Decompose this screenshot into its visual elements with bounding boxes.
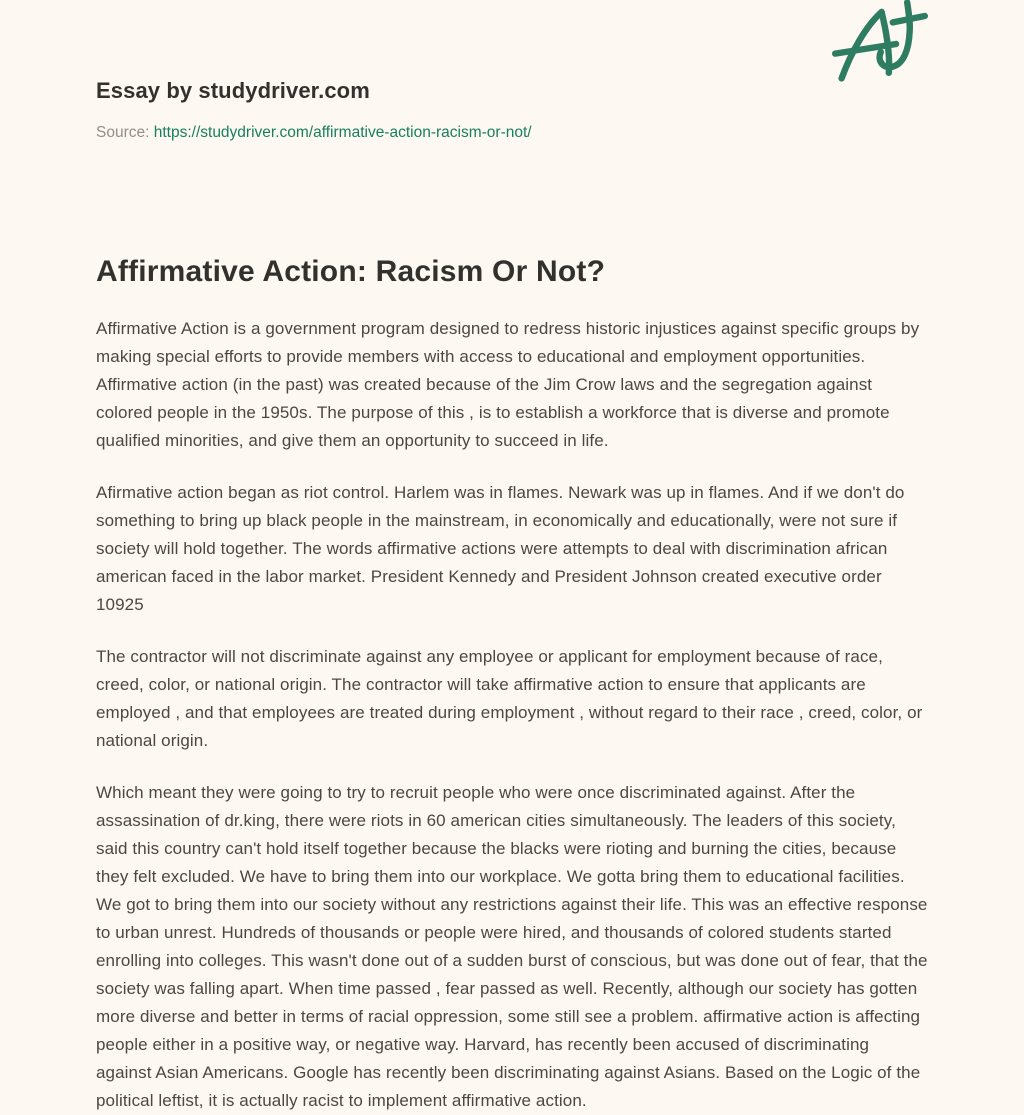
source-line [96, 124, 928, 142]
essay-paragraph: Afirmative action began as riot control. Harlem was in flames. Newark was up in flames. And if we don't do something to bring up black people in the mainstream, in economically and educationally, were not sure if society will hold together. The words affirmative actions were attempts to deal with discrimination african american faced in the labor market. President Kennedy and President Johnson created executive order 10925 [96, 483, 905, 614]
source-label: Source: [96, 124, 150, 141]
essay-page [96, 0, 928, 1115]
essay-paragraph: Affirmative Action is a government program designed to redress historic injustices against specific groups by making special efforts to provide members with access to educational and employment opportunities. Affirmative action (in the past) was created because of the Jim Crow laws and the segregation against colored people in the 1950s. The purpose of this , is to establish a workforce that is diverse and promote qualified minorities, and give them an opportunity to succeed in life. [96, 319, 920, 450]
essay-paragraph: Which meant they were going to try to recruit people who were once discriminated against. After the assassination of dr.king, there were riots in 60 american cities simultaneously. The leaders of this society, said this country can't hold itself together because the blacks were rioting and burning the cities, because they felt excluded. We have to bring them into our workplace. We gotta bring them to educational facilities. We got to bring them into our society without any restrictions against their life. This was an effective response to urban unrest. Hundreds of thousands or people were hired, and thousands of colored students started enrolling into colleges. This wasn't done out of a sudden burst of conscious, but was done out of fear, that the society was falling apart. When time passed , fear passed as well. Recently, although our society has gotten more diverse and better in terms of racial oppression, some still see a problem. affirmative action is affecting people either in a positive way, or negative way. Harvard, has recently been accused of discriminating against Asian Americans. Google has recently been discriminating against Asians. Based on the Logic of the political leftist, it is actually racist to implement affirmative action. [96, 783, 928, 1110]
source-link[interactable]: https://studydriver.com/affirmative-action-racism-or-not/ [153, 124, 532, 141]
article-title: Affirmative Action: Racism Or Not? [96, 255, 606, 288]
studydriver-a-plus-logo-icon [824, 0, 928, 94]
page-header [96, 78, 928, 142]
essay-paragraph: The contractor will not discriminate against any employee or applicant for employment because of race, creed, color, or national origin. The contractor will take affirmative action to ensure that applicants are employed , and that employees are treated during employment , without regard to their race , creed, color, or national origin. [96, 647, 923, 750]
essay-byline: Essay by studydriver.com [96, 78, 370, 103]
essay-body [96, 315, 928, 1115]
